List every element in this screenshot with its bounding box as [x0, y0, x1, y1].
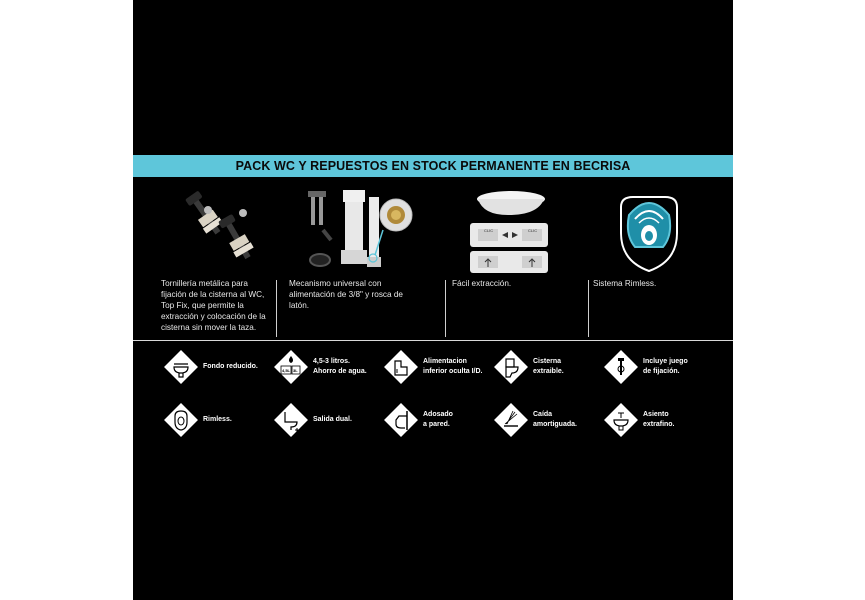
column-text: Mecanismo universal con alimentación de 3/8" y rosca de latón. — [289, 279, 403, 310]
feature-label: Cisterna extraible. — [533, 358, 564, 375]
feature-label: Incluye juego de fijación. — [643, 358, 688, 375]
column-text: Sistema Rimless. — [593, 279, 657, 288]
feature-column-mechanism — [283, 185, 426, 335]
fixing-kit-icon — [603, 349, 639, 385]
feature-removable-cistern — [493, 347, 564, 387]
banner — [133, 155, 733, 177]
feature-slim-seat — [603, 400, 675, 440]
feature-column-rimless — [593, 185, 733, 335]
water-volume-icon — [273, 349, 309, 385]
soft-close-icon — [493, 402, 529, 438]
clip-label: CLIC — [484, 228, 494, 233]
clip-label: CLIC — [528, 228, 538, 233]
volume-badge: 3L — [293, 368, 298, 373]
column-text: Tornillería metálica para fijación de la cisterna al WC, Top Fix, que permite la extracción y colocación de la cisterna sin mover la taza. — [161, 279, 266, 332]
wall-mounted-icon — [383, 402, 419, 438]
volume-badge: 4,5L — [282, 368, 291, 373]
feature-label: 4,5-3 litros. Ahorro de agua. — [313, 358, 367, 375]
divider — [276, 280, 277, 337]
feature-fixing-kit — [603, 347, 688, 387]
divider — [588, 280, 589, 337]
removable-cistern-icon — [493, 349, 529, 385]
screws-image — [133, 185, 276, 275]
feature-rimless — [163, 400, 232, 440]
dual-outlet-icon — [273, 402, 309, 438]
feature-label: Fondo reducido. — [203, 363, 258, 370]
feature-label: Salida dual. — [313, 416, 352, 423]
section-divider — [133, 340, 733, 341]
feature-hidden-supply — [383, 347, 483, 387]
column-text: Fácil extracción. — [452, 279, 512, 288]
feature-label: Adosado a pared. — [423, 411, 453, 428]
hidden-supply-icon — [383, 349, 419, 385]
divider — [445, 280, 446, 337]
product-panel — [133, 0, 733, 600]
feature-water-volume — [273, 347, 367, 387]
reduced-bottom-icon — [163, 349, 199, 385]
feature-wall-mounted — [383, 400, 453, 440]
feature-dual-outlet — [273, 400, 352, 440]
feature-soft-close — [493, 400, 577, 440]
feature-reduced-bottom — [163, 347, 258, 387]
slim-seat-icon — [603, 402, 639, 438]
seat-removal-image — [448, 185, 591, 275]
feature-column-seat — [448, 185, 591, 335]
feature-column-screws — [133, 185, 276, 335]
rimless-logo — [593, 185, 733, 275]
banner-title: PACK WC Y REPUESTOS EN STOCK PERMANENTE EN BECRISA — [235, 159, 631, 173]
feature-label: Rimless. — [203, 416, 232, 423]
rimless-icon — [163, 402, 199, 438]
flush-mechanism-image — [283, 185, 426, 275]
feature-label: Caída amortiguada. — [533, 411, 577, 428]
feature-label: Alimentacion inferior oculta I/D. — [423, 358, 483, 375]
feature-label: Asiento extrafino. — [643, 411, 675, 428]
